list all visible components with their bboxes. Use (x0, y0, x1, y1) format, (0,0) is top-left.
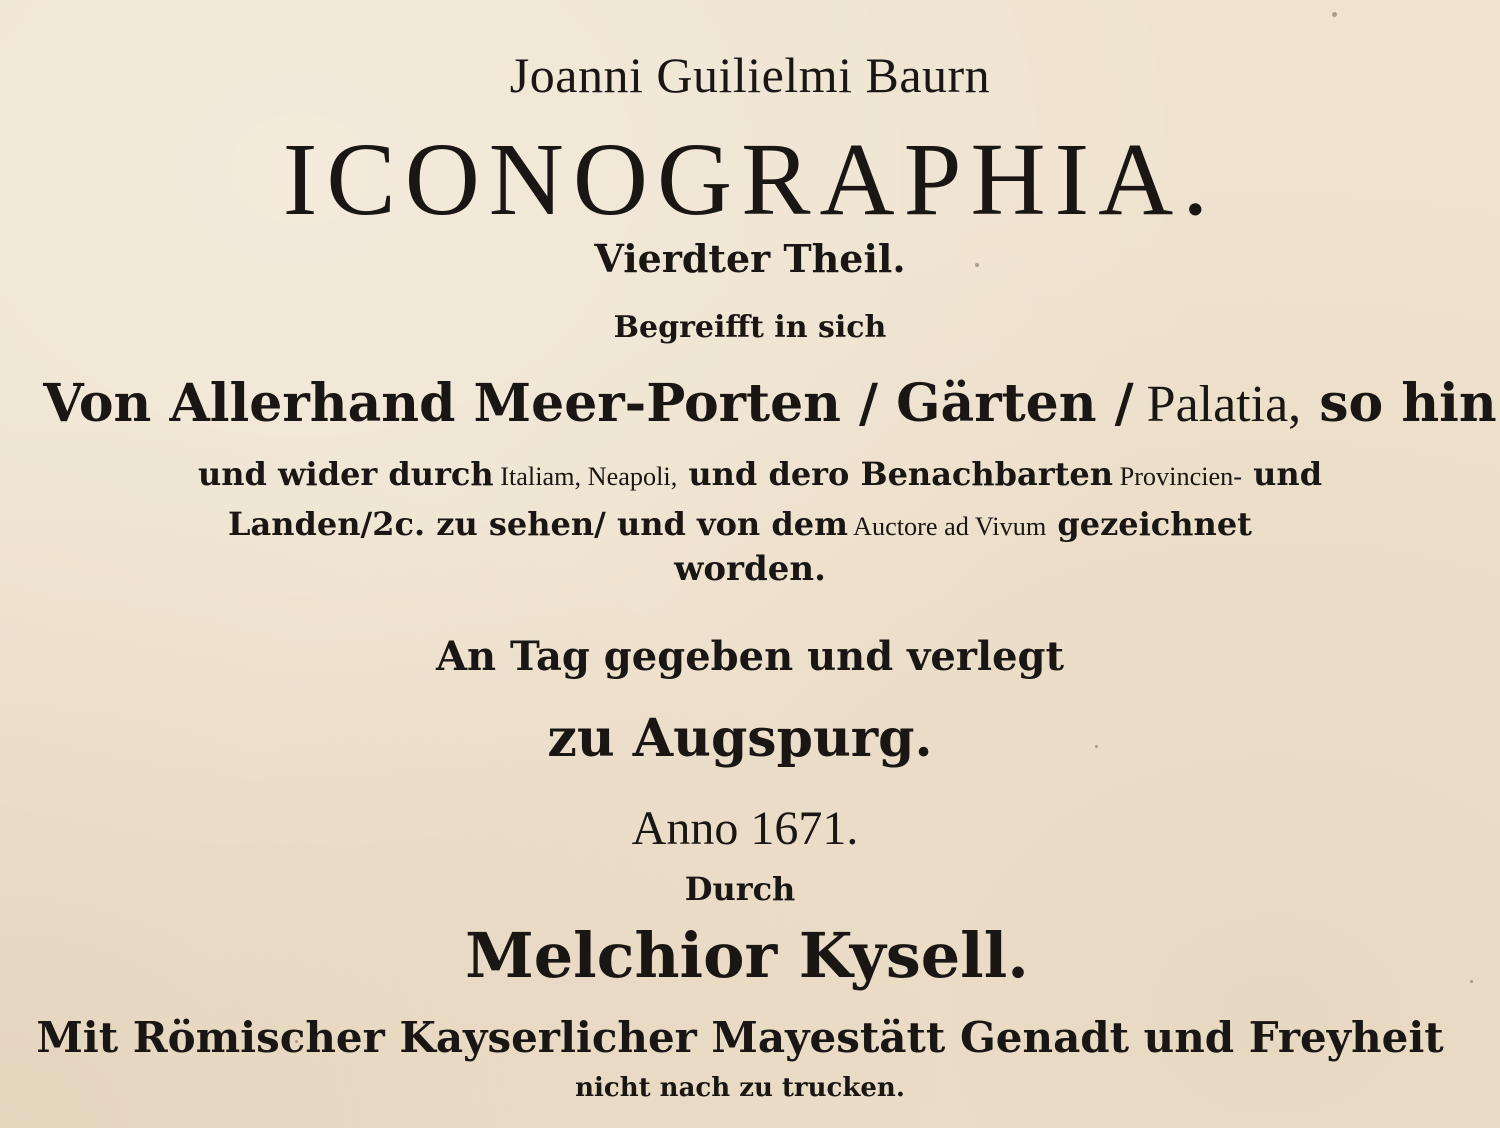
description-blackletter: so hin (1301, 373, 1497, 434)
description-blackletter: und dero Benachbarten (677, 455, 1114, 493)
privilege-line-1: Mit Römischer Kayserlicher Mayestätt Genadt und Freyheit (36, 1013, 1444, 1062)
description-blackletter: und wider durch (197, 455, 494, 493)
description-blackletter: Landen/2c. zu sehen/ und von dem (228, 505, 848, 543)
description-blackletter: und (1242, 455, 1323, 493)
published-line: An Tag gegeben und verlegt (436, 633, 1064, 680)
main-title: ICONOGRAPHIA. (282, 122, 1218, 237)
description-roman: Palatia, (1133, 376, 1302, 433)
publisher-name: Melchior Kysell. (465, 919, 1029, 992)
year-line: Anno 1671. (631, 802, 859, 855)
by-line: Durch (684, 870, 796, 908)
description-roman: Italiam, Neapoli, (493, 462, 678, 491)
paper-speck (1332, 12, 1337, 17)
description-line-3 (0, 505, 1490, 543)
description-line-2 (10, 455, 1500, 493)
description-blackletter: gezeichnet (1046, 505, 1252, 543)
description-roman: Provincien- (1113, 462, 1243, 491)
description-roman: Auctore ad Vivum (847, 512, 1047, 541)
description-line-4: worden. (674, 549, 826, 589)
privilege-line-2: nicht nach zu trucken. (575, 1073, 905, 1103)
author-line: Joanni Guilielmi Baurn (509, 47, 991, 103)
place-line: zu Augspurg. (547, 708, 933, 769)
part-line: Vierdter Theil. (594, 236, 906, 281)
description-line-1 (20, 373, 1500, 434)
description-blackletter: Von Allerhand Meer-Porten / Gärten / (43, 373, 1134, 434)
contains-line: Begreifft in sich (613, 310, 887, 345)
